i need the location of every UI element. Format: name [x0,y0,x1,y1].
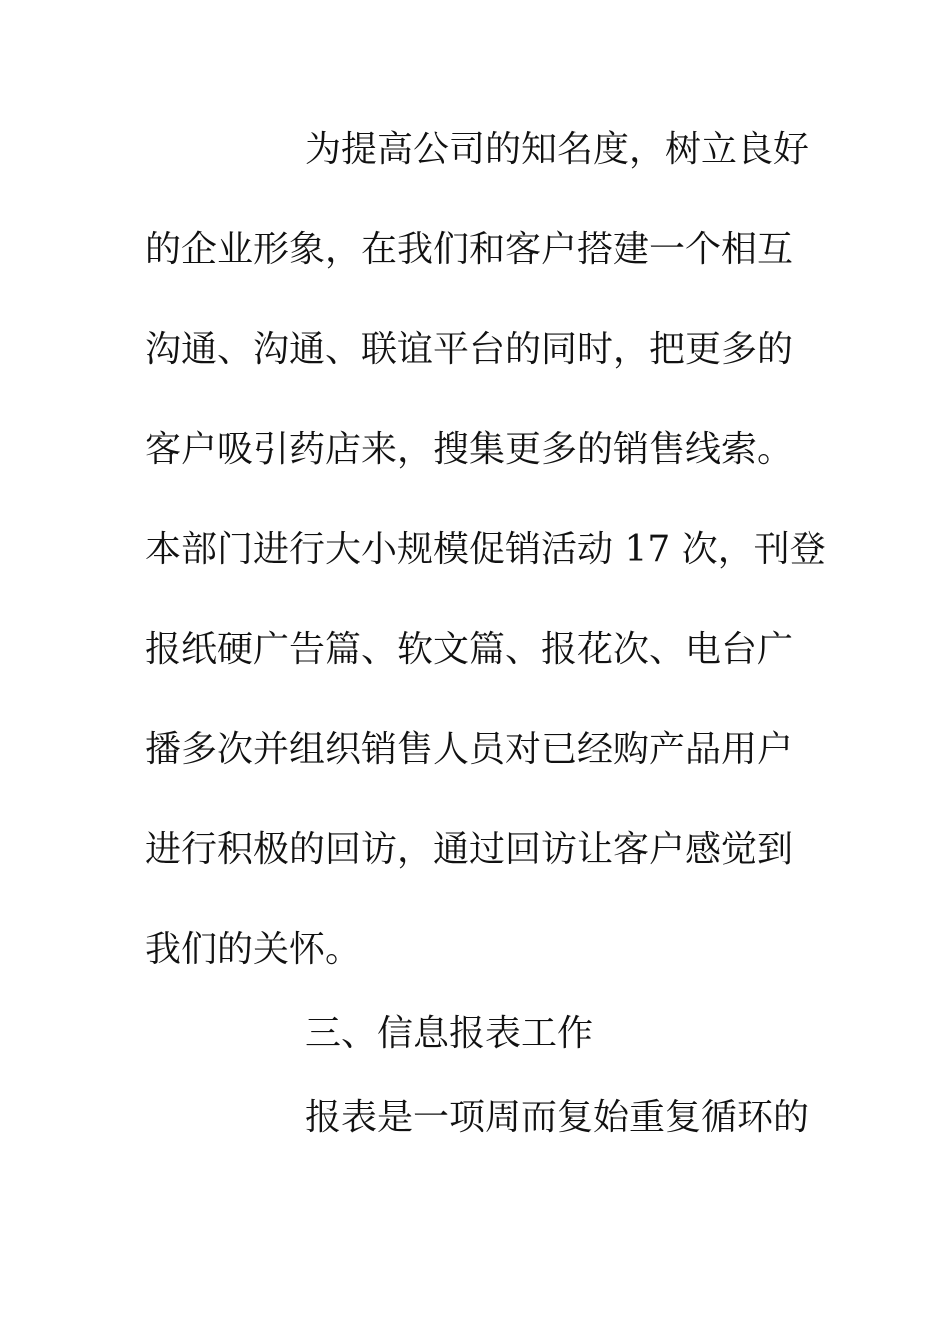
paragraph-line-4: 客户吸引药店来，搜集更多的销售线索。 [145,429,794,470]
paragraph-line-8: 进行积极的回访，通过回访让客户感觉到 [145,829,794,870]
paragraph-line-7: 播多次并组织销售人员对已经购产品用户 [145,729,794,770]
section-heading: 三、信息报表工作 [305,1013,594,1054]
paragraph-line-9: 我们的关怀。 [145,929,362,970]
paragraph-line-2: 的企业形象，在我们和客户搭建一个相互 [145,229,794,270]
paragraph-line-5: 本部门进行大小规模促销活动 17 次，刊登 [145,529,826,570]
paragraph-line-3: 沟通、沟通、联谊平台的同时，把更多的 [145,329,794,370]
paragraph-start-line: 报表是一项周而复始重复循环的 [305,1097,810,1138]
paragraph-line-6: 报纸硬广告篇、软文篇、报花次、电台广 [145,629,794,670]
paragraph-line-1: 为提高公司的知名度，树立良好 [305,129,810,170]
